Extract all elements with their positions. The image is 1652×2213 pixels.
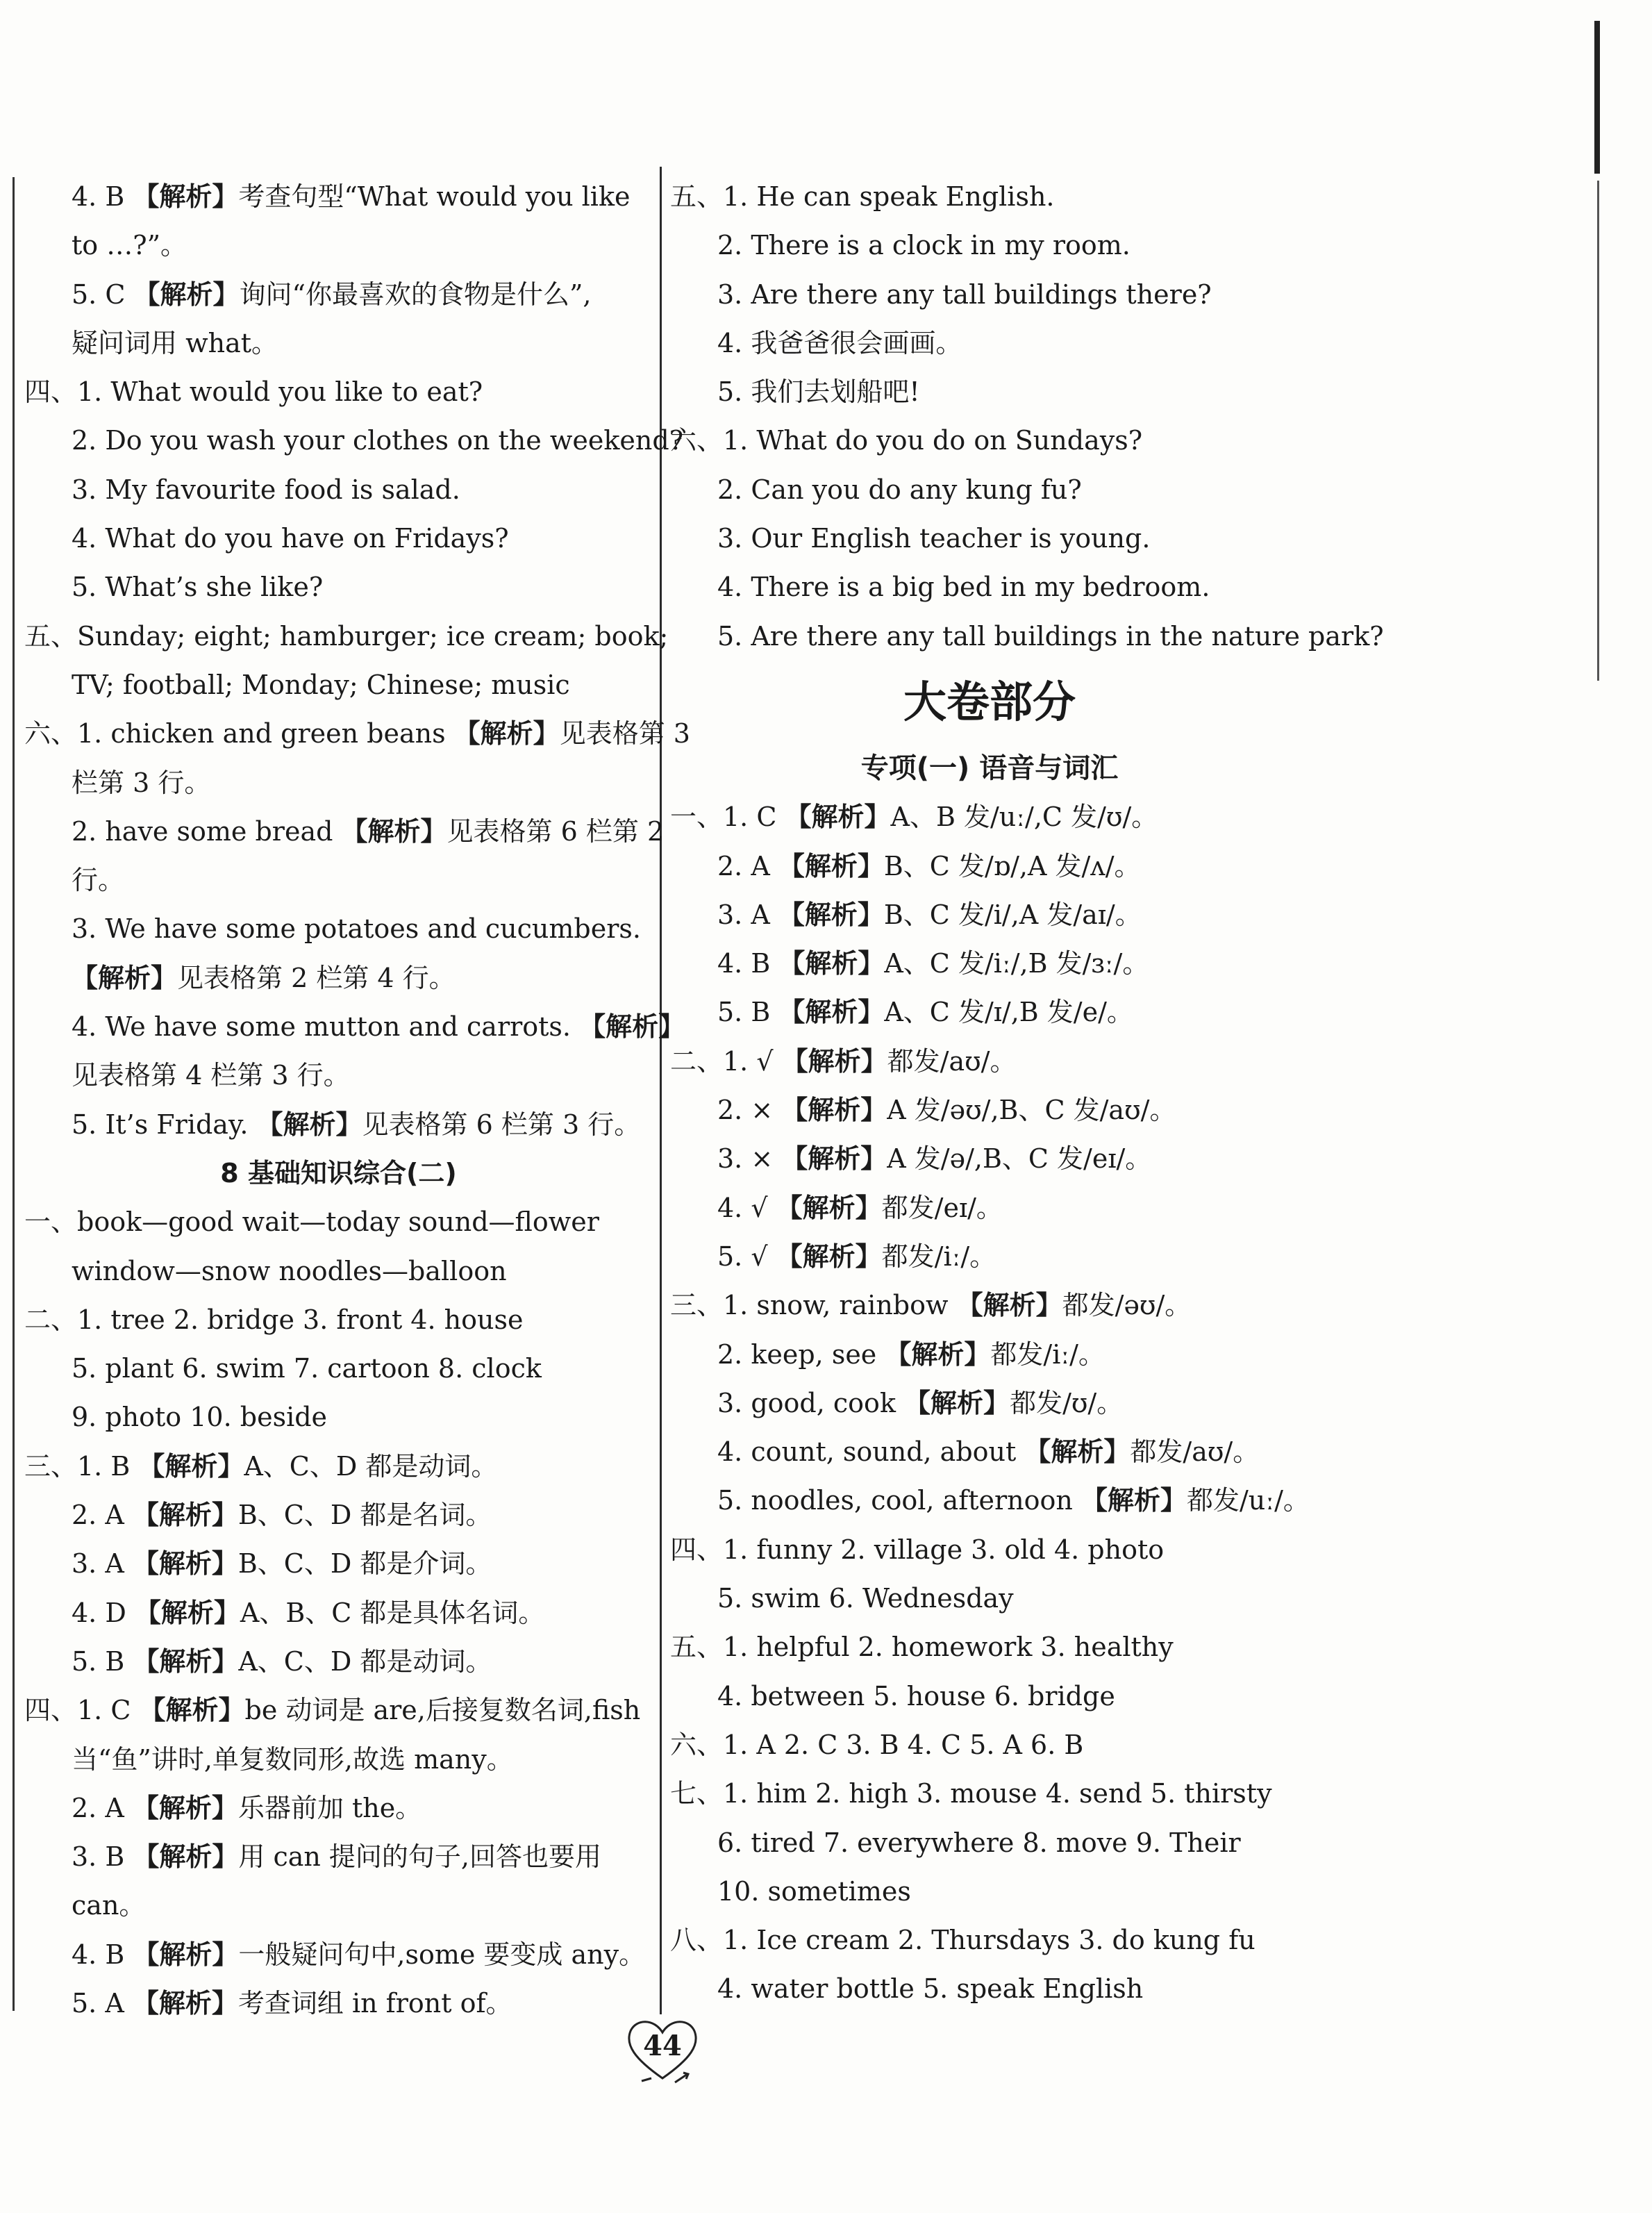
analysis-tag: 【解析】 <box>133 1939 239 1970</box>
answer-line <box>24 954 653 1002</box>
section-title: 大卷部分 <box>903 676 1076 727</box>
analysis-tag: 【解析】 <box>904 1387 1010 1418</box>
answer-text: 5. What’s she like? <box>72 572 324 603</box>
answer-text: 3. good, cook <box>717 1387 905 1418</box>
analysis-text: B、C、D 都是名词。 <box>237 1500 492 1531</box>
answer-line <box>24 1002 685 1051</box>
answer-text: window—snow noodles—balloon <box>72 1255 507 1286</box>
answer-text: 4. We have some mutton and carrots. <box>72 1011 580 1043</box>
answer-text: 4. There is a big bed in my bedroom. <box>717 572 1210 603</box>
answer-text: 2. have some bread <box>72 815 342 847</box>
answer-line <box>670 1964 1309 2013</box>
answer-line <box>670 1769 1309 1818</box>
answer-text: 4. D <box>72 1597 135 1628</box>
answer-line <box>670 1721 1309 1769</box>
answer-line <box>670 1379 1309 1427</box>
answer-text: to …?”。 <box>72 230 187 261</box>
answer-text: 2. Do you wash your clothes on the weekend? <box>72 425 684 456</box>
answer-text: 2. keep, see <box>717 1338 885 1370</box>
answer-line <box>24 1149 653 1197</box>
analysis-tag: 【解析】 <box>133 1841 239 1873</box>
answer-text: 3. Our English teacher is young. <box>717 523 1151 554</box>
answer-text: 4. 我爸爸很会画画。 <box>717 327 962 358</box>
answer-line <box>670 1476 1309 1525</box>
answer-line <box>24 1735 653 1784</box>
answer-text: 六、1. What do you do on Sundays? <box>670 425 1143 456</box>
answer-line <box>24 709 690 758</box>
answer-line <box>670 319 1309 367</box>
answer-text: 五、1. helpful 2. homework 3. healthy <box>670 1632 1174 1663</box>
answer-text: 3. My favourite food is salad. <box>72 474 460 505</box>
answer-text: 二、1. tree 2. bridge 3. front 4. house <box>24 1304 524 1335</box>
answer-text: 五、Sunday; eight; hamburger; ice cream; book; <box>24 620 669 652</box>
answer-text: 二、1. √ <box>670 1045 782 1077</box>
answer-text: 3. A <box>717 899 778 930</box>
answer-line <box>670 612 1384 661</box>
analysis-text: A、C、D 都是动词。 <box>244 1450 498 1482</box>
answer-text: 6. tired 7. everywhere 8. move 9. Their <box>717 1827 1241 1858</box>
answer-text: 行。 <box>72 865 125 896</box>
answer-text: 2. A <box>717 850 778 881</box>
answer-line <box>24 1197 653 1246</box>
analysis-text: 都发/iː/。 <box>990 1338 1105 1370</box>
analysis-text: B、C 发/i/,A 发/aɪ/。 <box>883 899 1142 930</box>
answer-text: 3. × <box>717 1143 782 1175</box>
answer-text: 五、1. He can speak English. <box>670 181 1055 212</box>
analysis-text: 用 can 提问的句子,回答也要用 <box>238 1841 602 1873</box>
answer-text: 见表格第 4 栏第 3 行。 <box>72 1060 350 1091</box>
answer-text: 七、1. him 2. high 3. mouse 4. send 5. thirsty <box>670 1778 1272 1809</box>
analysis-text: B、C、D 都是介词。 <box>237 1548 492 1580</box>
answer-line <box>670 1184 1309 1232</box>
answer-text: 5. √ <box>717 1241 776 1272</box>
answer-line <box>670 842 1309 890</box>
analysis-tag: 【解析】 <box>781 1143 887 1175</box>
answer-text: 4. √ <box>717 1192 776 1223</box>
answer-text: can。 <box>72 1890 146 1921</box>
analysis-tag: 【解析】 <box>256 1109 362 1140</box>
answer-line <box>670 514 1309 563</box>
answer-line <box>670 1818 1309 1867</box>
section-subtitle: 专项(一) 语音与词汇 <box>860 752 1119 784</box>
answer-line <box>670 1623 1309 1671</box>
analysis-tag: 【解析】 <box>134 1597 240 1628</box>
analysis-tag: 【解析】 <box>956 1290 1062 1321</box>
answer-line <box>670 1232 1309 1281</box>
analysis-text: A、B 发/uː/,C 发/ʊ/。 <box>890 802 1158 833</box>
answer-line <box>24 759 653 807</box>
answer-line <box>24 612 669 661</box>
analysis-tag: 【解析】 <box>776 1241 882 1272</box>
answer-text: 2. There is a clock in my room. <box>717 230 1130 261</box>
analysis-text: 都发/aʊ/。 <box>887 1045 1017 1077</box>
answer-text: 10. sometimes <box>717 1875 911 1907</box>
answer-text: 2. Can you do any kung fu? <box>717 474 1082 505</box>
answer-line <box>24 904 653 953</box>
page-number: 44 <box>643 2030 682 2062</box>
answer-text: 5. swim 6. Wednesday <box>717 1583 1014 1614</box>
answer-text: 5. Are there any tall buildings in the nature park? <box>717 620 1384 652</box>
answer-text: 5. It’s Friday. <box>72 1109 257 1140</box>
analysis-text: 询问“你最喜欢的食物是什么”, <box>239 279 592 310</box>
answer-line <box>24 1686 653 1734</box>
analysis-tag: 【解析】 <box>778 997 885 1028</box>
answer-line <box>24 1881 653 1930</box>
answer-line <box>670 221 1309 270</box>
answer-line <box>24 1539 653 1588</box>
analysis-text: 都发/əʊ/。 <box>1062 1290 1192 1321</box>
analysis-text: A 发/ə/,B、C 发/eɪ/。 <box>887 1143 1152 1175</box>
answer-text: 六、1. chicken and green beans <box>24 718 454 749</box>
analysis-text: 都发/aʊ/。 <box>1130 1436 1260 1468</box>
analysis-tag: 【解析】 <box>132 1987 238 2019</box>
answer-line <box>24 367 653 416</box>
analysis-tag: 【解析】 <box>781 1045 887 1077</box>
answer-text: 4. water bottle 5. speak English <box>717 1973 1144 2005</box>
analysis-text: A、C、D 都是动词。 <box>238 1646 492 1677</box>
answer-text: 疑问词用 what。 <box>72 327 278 358</box>
answer-line <box>24 319 653 367</box>
page-number-badge <box>621 2014 704 2091</box>
answer-text: 4. count, sound, about <box>717 1436 1025 1468</box>
answer-text: 3. B <box>72 1841 133 1873</box>
analysis-tag: 【解析】 <box>1081 1485 1187 1516</box>
answer-line <box>670 367 1309 416</box>
analysis-tag: 【解析】 <box>72 962 178 993</box>
answer-line <box>24 1784 653 1832</box>
answer-text: 5. B <box>717 997 779 1028</box>
answer-text: 8 基础知识综合(二) <box>220 1157 457 1188</box>
analysis-tag: 【解析】 <box>1024 1436 1130 1468</box>
answer-line <box>670 1672 1309 1721</box>
answer-text: 4. B <box>72 181 133 212</box>
answer-line <box>24 416 684 465</box>
answer-line <box>24 1637 653 1686</box>
answer-text: 5. noodles, cool, afternoon <box>717 1485 1081 1516</box>
answer-line <box>670 1525 1309 1574</box>
answer-text: 3. We have some potatoes and cucumbers. <box>72 913 641 945</box>
answer-line <box>24 1589 653 1637</box>
analysis-tag: 【解析】 <box>132 1792 238 1823</box>
analysis-tag: 【解析】 <box>453 718 560 749</box>
answer-line <box>670 270 1309 319</box>
answer-text: 2. A <box>72 1500 133 1531</box>
right-column <box>670 172 1384 2014</box>
answer-text: 当“鱼”讲时,单复数同形,故选 many。 <box>72 1743 513 1775</box>
analysis-text: 乐器前加 the。 <box>237 1792 422 1823</box>
answer-text: TV; football; Monday; Chinese; music <box>72 669 570 700</box>
analysis-text: A 发/əʊ/,B、C 发/aʊ/。 <box>887 1095 1176 1126</box>
answer-line <box>24 807 665 856</box>
answer-line <box>24 1979 653 2028</box>
analysis-text: 一般疑问句中,some 要变成 any。 <box>238 1939 646 1970</box>
analysis-tag: 【解析】 <box>139 1695 245 1726</box>
analysis-text: A、C 发/iː/,B 发/ɜː/。 <box>884 948 1149 979</box>
answer-text: 9. photo 10. beside <box>72 1402 328 1433</box>
analysis-text: A、B、C 都是具体名词。 <box>240 1597 545 1628</box>
answer-line <box>670 416 1309 465</box>
answer-text: 2. × <box>717 1095 782 1126</box>
answer-line <box>24 1295 653 1344</box>
answer-line <box>24 856 653 904</box>
analysis-tag: 【解析】 <box>778 850 884 881</box>
analysis-tag: 【解析】 <box>776 1192 882 1223</box>
binding-edge-mark <box>1594 21 1600 174</box>
answer-line <box>24 1930 653 1979</box>
analysis-tag: 【解析】 <box>341 815 447 847</box>
answer-line <box>670 939 1309 988</box>
answer-line <box>24 1491 653 1539</box>
answer-text: 六、1. A 2. C 3. B 4. C 5. A 6. B <box>670 1729 1084 1760</box>
answer-text: 5. C <box>72 279 134 310</box>
answer-text: 2. A <box>72 1792 133 1823</box>
analysis-text: 见表格第 6 栏第 3 行。 <box>362 1109 641 1140</box>
answer-text: 一、book—good wait—today sound—flower <box>24 1207 599 1238</box>
answer-line <box>24 661 653 709</box>
analysis-text: B、C 发/ɒ/,A 发/ʌ/。 <box>883 850 1141 881</box>
answer-text: 3. A <box>72 1548 133 1580</box>
analysis-tag: 【解析】 <box>781 1095 887 1126</box>
analysis-text: 考查词组 in front of。 <box>237 1987 512 2019</box>
answer-text: 栏第 3 行。 <box>72 767 211 798</box>
answer-text: 4. B <box>72 1939 133 1970</box>
answer-line <box>24 221 653 270</box>
answer-line <box>670 988 1309 1036</box>
answer-text: 4. B <box>717 948 779 979</box>
answer-text: 四、1. C <box>24 1695 140 1726</box>
analysis-text: 都发/uː/。 <box>1186 1485 1310 1516</box>
analysis-text: 见表格第 6 栏第 2 <box>447 815 665 847</box>
answer-text: 四、1. What would you like to eat? <box>24 376 483 408</box>
analysis-text: 都发/iː/。 <box>881 1241 996 1272</box>
answer-line <box>24 172 653 221</box>
analysis-tag: 【解析】 <box>133 181 239 212</box>
analysis-tag: 【解析】 <box>579 1011 685 1043</box>
answer-line <box>24 465 653 514</box>
answer-line <box>670 1867 1309 1916</box>
answer-text: 5. B <box>72 1646 133 1677</box>
answer-line <box>24 1442 653 1491</box>
answer-line <box>24 1051 653 1100</box>
analysis-tag: 【解析】 <box>885 1338 991 1370</box>
answer-text: 八、1. Ice cream 2. Thursdays 3. do kung fu <box>670 1925 1255 1956</box>
answer-line <box>670 1086 1309 1134</box>
answer-line <box>670 1134 1309 1183</box>
answer-line <box>24 514 653 563</box>
answer-line <box>24 1247 653 1295</box>
analysis-tag: 【解析】 <box>133 279 240 310</box>
analysis-text: 都发/eɪ/。 <box>881 1192 1003 1223</box>
answer-line <box>24 270 653 319</box>
answer-line <box>670 1037 1309 1086</box>
answer-line <box>24 1832 653 1881</box>
answer-line <box>670 1574 1309 1623</box>
answer-text: 一、1. C <box>670 802 785 833</box>
answer-text: 5. A <box>72 1987 133 2019</box>
answer-text: 3. Are there any tall buildings there? <box>717 279 1212 310</box>
answer-line <box>670 1281 1309 1329</box>
analysis-text: 见表格第 3 <box>559 718 690 749</box>
analysis-tag: 【解析】 <box>132 1500 238 1531</box>
left-column <box>24 172 690 2028</box>
right-top-answers <box>670 172 1384 661</box>
left-margin-rule <box>12 177 15 2011</box>
answer-text: 5. 我们去划船吧! <box>717 376 920 408</box>
answer-text: 4. between 5. house 6. bridge <box>717 1680 1115 1711</box>
answer-text: 4. What do you have on Fridays? <box>72 523 509 554</box>
analysis-tag: 【解析】 <box>132 1548 238 1580</box>
answer-text: 四、1. funny 2. village 3. old 4. photo <box>670 1534 1165 1565</box>
analysis-text: 考查句型“What would you like <box>238 181 631 212</box>
binding-edge-line <box>1597 181 1599 681</box>
analysis-text: be 动词是 are,后接复数名词,fish <box>244 1695 641 1726</box>
answer-line <box>670 563 1309 611</box>
right-bottom-answers <box>670 793 1309 2013</box>
analysis-text: 见表格第 2 栏第 4 行。 <box>177 962 456 993</box>
answer-line <box>670 1427 1309 1476</box>
answer-line <box>670 890 1309 939</box>
answer-line <box>24 1344 653 1393</box>
analysis-tag: 【解析】 <box>785 802 891 833</box>
answer-text: 三、1. snow, rainbow <box>670 1290 957 1321</box>
analysis-tag: 【解析】 <box>138 1450 244 1482</box>
answer-line <box>670 465 1309 514</box>
answer-line <box>670 1330 1309 1379</box>
analysis-text: 都发/ʊ/。 <box>1010 1387 1124 1418</box>
answer-text: 5. plant 6. swim 7. cartoon 8. clock <box>72 1353 542 1384</box>
analysis-tag: 【解析】 <box>778 899 884 930</box>
analysis-tag: 【解析】 <box>778 948 885 979</box>
answer-line <box>24 1393 653 1441</box>
answer-line <box>24 1100 653 1149</box>
answer-line <box>670 172 1309 221</box>
answer-line <box>670 1916 1309 1964</box>
answer-line <box>24 563 653 611</box>
analysis-tag: 【解析】 <box>133 1646 239 1677</box>
answer-text: 三、1. B <box>24 1450 139 1482</box>
answer-line <box>670 793 1309 841</box>
analysis-text: A、C 发/ɪ/,B 发/e/。 <box>884 997 1133 1028</box>
